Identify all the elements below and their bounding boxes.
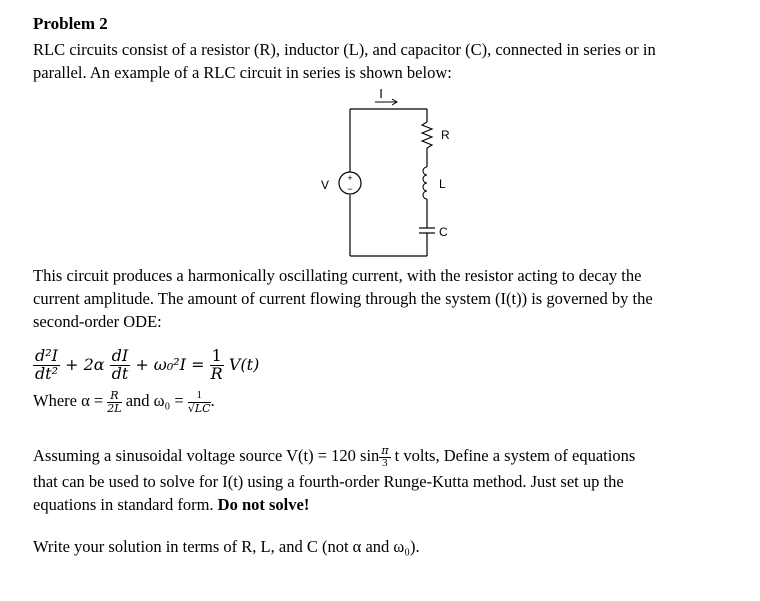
question-line-2: that can be used to solve for I(t) using a fourth-order Runge-Kutta method. Just set up the (33, 472, 624, 491)
voltage-label: V (321, 178, 330, 192)
source-minus: − (347, 184, 353, 194)
inductor-label: L (439, 177, 446, 191)
d2I-denominator: dt² (34, 363, 59, 383)
description-line-3: second-order ODE: (33, 312, 162, 331)
one-numerator: 1 (211, 346, 222, 365)
R-denominator: R (210, 363, 223, 383)
pi-numerator: π (381, 444, 389, 458)
current-label: I (379, 86, 383, 101)
one-over-R-fraction (210, 348, 224, 383)
intro-line-2: parallel. An example of a RLC circuit in series is shown below: (33, 63, 452, 82)
resistor-icon (422, 122, 432, 148)
description-line-2: current amplitude. The amount of current flowing through the system (I(t)) is governed by the (33, 289, 653, 308)
capacitor-label: C (439, 225, 448, 239)
omega-numerator: 1 (188, 390, 211, 403)
dI-denominator: dt (111, 363, 129, 383)
two-alpha-term: + 2α (65, 354, 105, 374)
source-plus: + (347, 173, 353, 183)
final-instruction: Write your solution in terms of R, L, and C (not α and ω₀). (33, 537, 420, 556)
pi-over-3-fraction (379, 445, 390, 469)
omega-denominator: √LC (187, 401, 211, 415)
three-denominator: 3 (382, 456, 388, 469)
where-period: . (210, 390, 215, 410)
dI-numerator: dI (111, 346, 129, 365)
question-line-1-b: t volts, Define a system of equations (394, 446, 636, 465)
question-line-3-a: equations in standard form. (33, 495, 214, 514)
omega-term: + ω₀²I = (135, 354, 205, 374)
d2I-dt2-fraction (33, 348, 60, 383)
description-line-1: This circuit produces a harmonically oscillating current, with the resistor acting to decay the (33, 266, 642, 285)
dI-dt-fraction (110, 348, 131, 383)
where-line (33, 390, 215, 414)
rlc-circuit-diagram (300, 84, 460, 260)
alpha-numerator: R (107, 390, 121, 403)
question-line-1-a: Assuming a sinusoidal voltage source V(t) = 120 sin (33, 446, 380, 465)
voltage-term: V(t) (228, 354, 260, 374)
do-not-solve-text: Do not solve! (217, 495, 310, 514)
alpha-fraction (107, 390, 121, 414)
and-omega-text: and ω₀ = (125, 390, 184, 410)
question-line-1 (33, 444, 733, 469)
capacitor-icon (419, 228, 435, 233)
question-line-3 (33, 493, 733, 516)
intro-line-1: RLC circuits consist of a resistor (R), inductor (L), and capacitor (C), connected in series or in (33, 40, 656, 59)
d2I-numerator: d²I (35, 346, 58, 365)
alpha-denominator: 2L (107, 401, 122, 415)
ode-equation (33, 348, 259, 383)
problem-title: Problem 2 (33, 14, 108, 33)
resistor-label: R (441, 128, 450, 142)
where-text: Where α = (33, 390, 104, 410)
omega-fraction (188, 390, 211, 414)
inductor-icon (423, 167, 427, 199)
